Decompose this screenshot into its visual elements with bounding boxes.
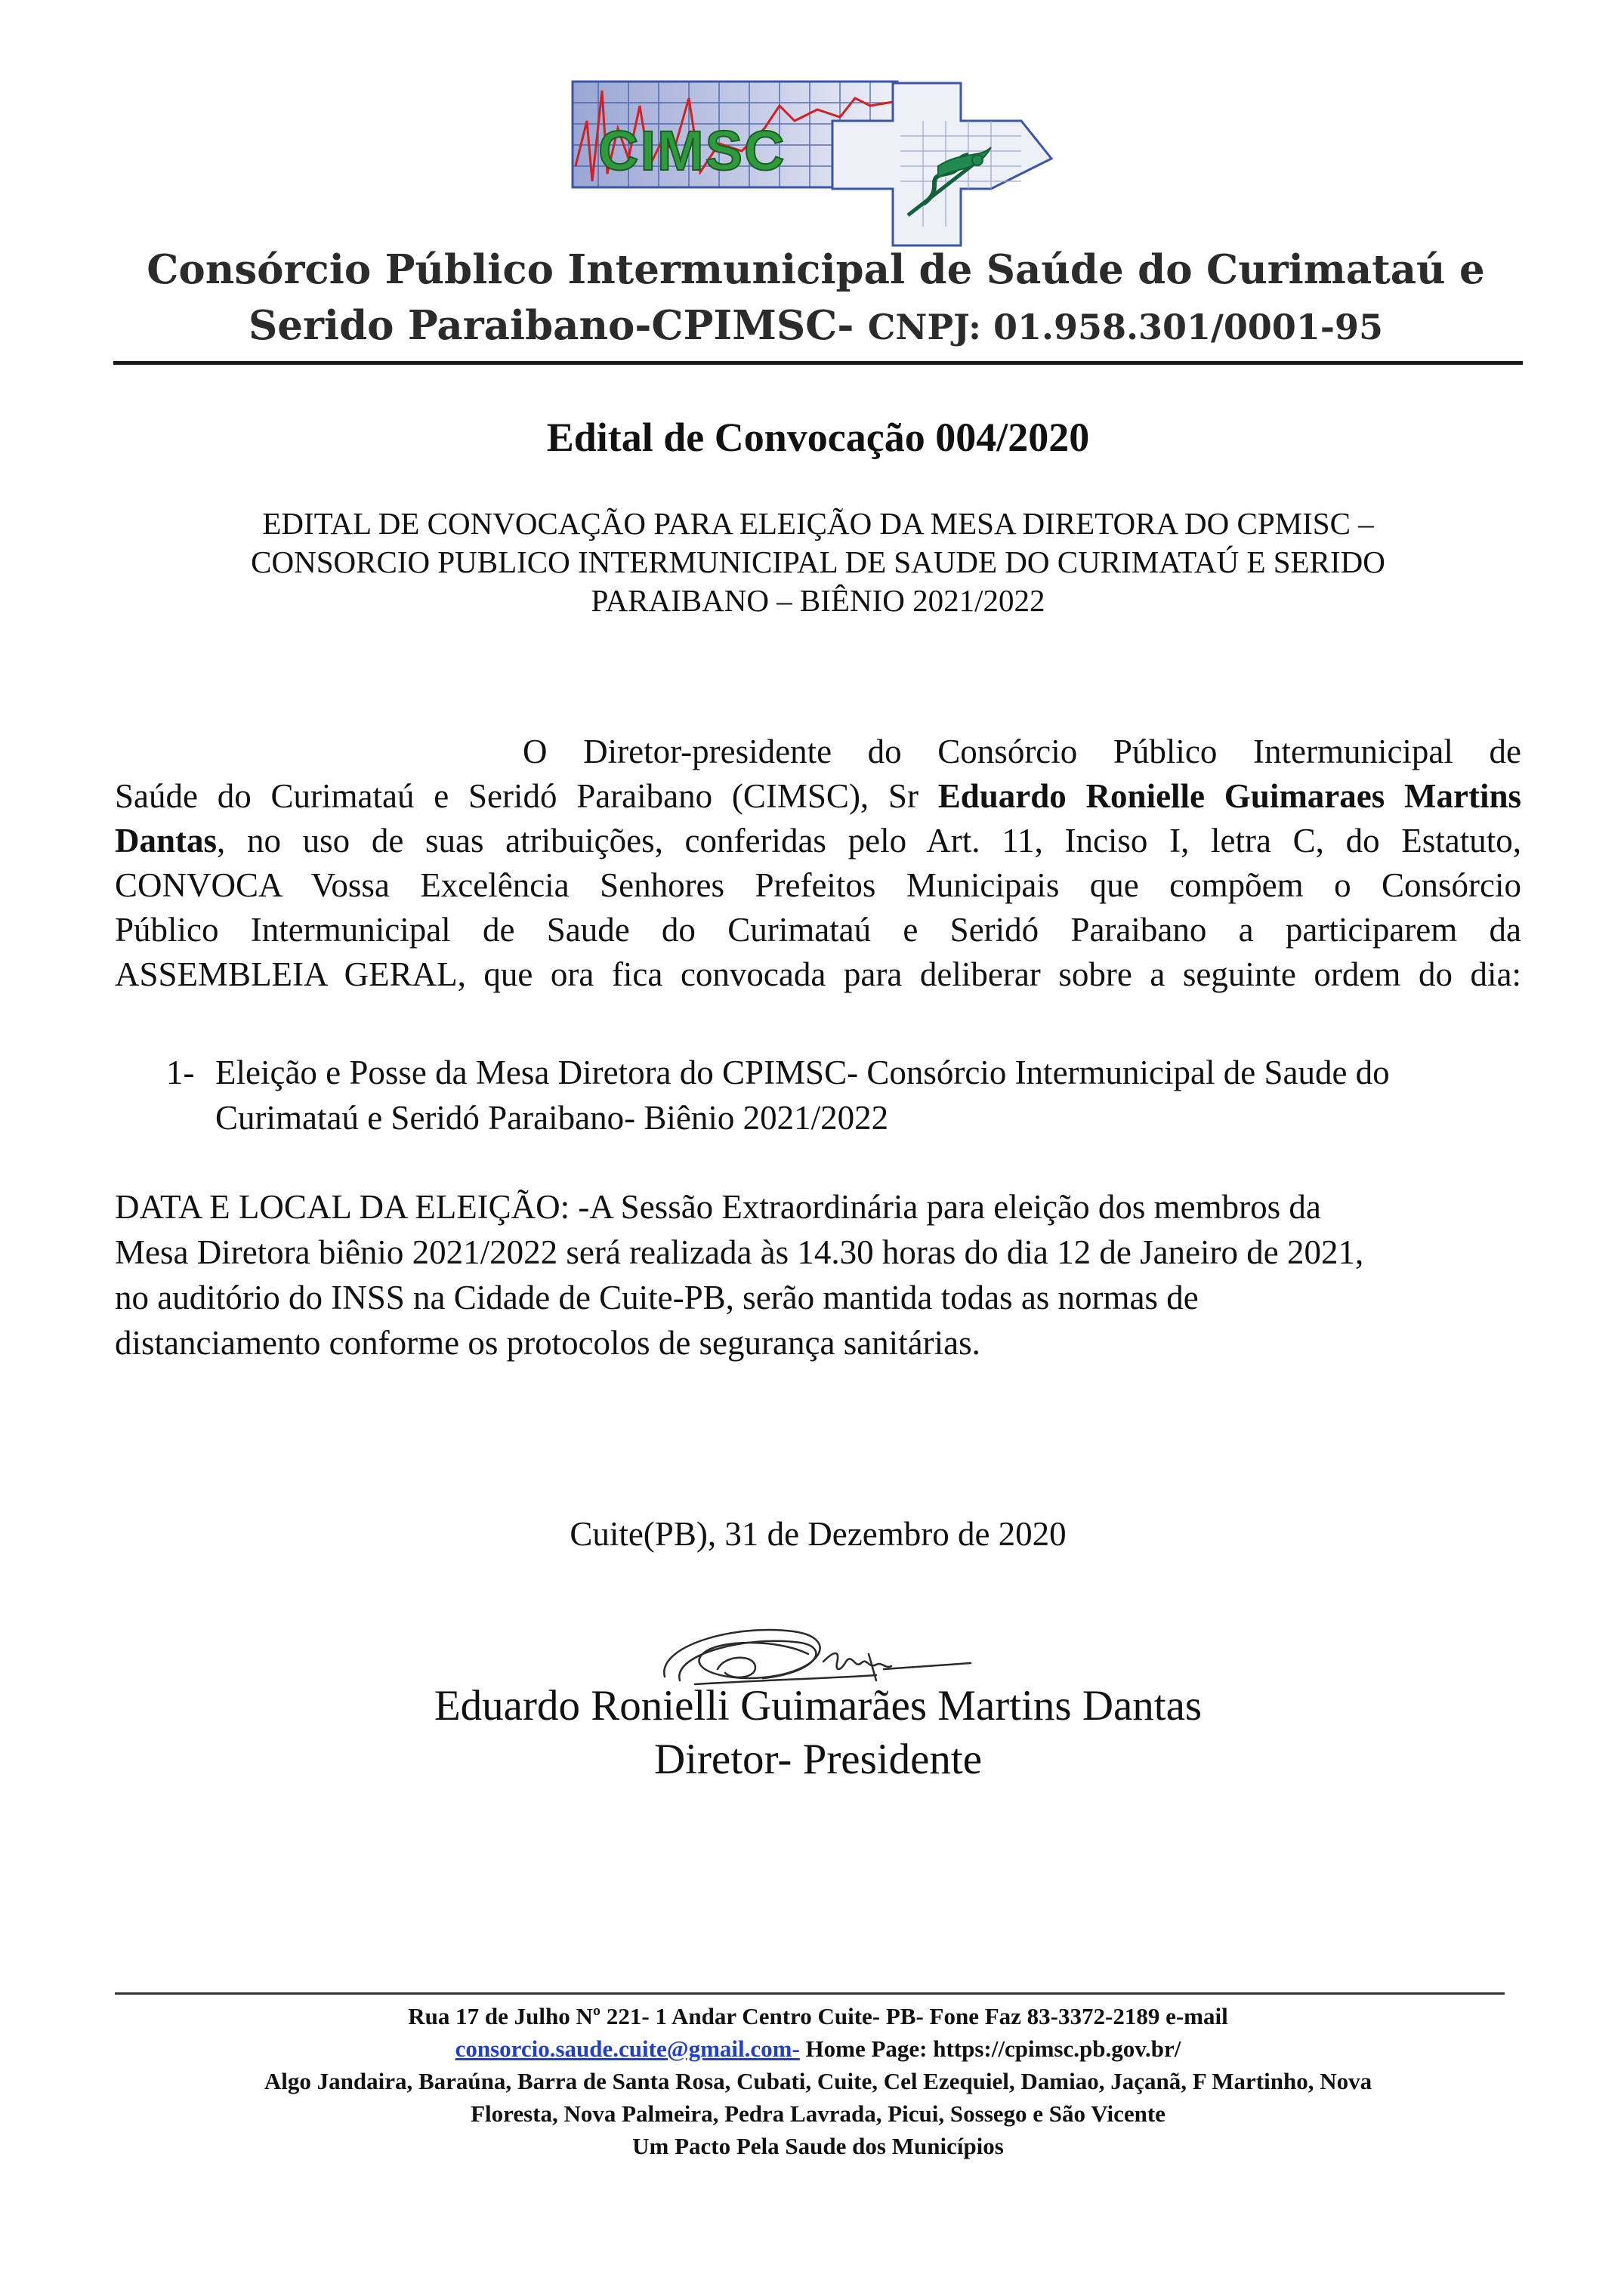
homepage-text: Home Page: https://cpimsc.pb.gov.br/ bbox=[799, 2035, 1181, 2062]
paragraph-line: O Diretor-presidente do Consórcio Público Intermunicipal de bbox=[523, 733, 1521, 770]
election-info-line: no auditório do INSS na Cidade de Cuite-PB, serão mantida todas as normas de bbox=[115, 1279, 1199, 1316]
agenda-item-line: Curimataú e Seridó Paraibano- Biênio 2021/2022 bbox=[215, 1099, 889, 1137]
organization-name-line2 bbox=[113, 302, 1518, 349]
document-title: Edital de Convocação 004/2020 bbox=[546, 415, 1090, 460]
footer-slogan: Um Pacto Pela Saude dos Municípios bbox=[632, 2133, 1004, 2159]
agenda-item-line: Eleição e Posse da Mesa Diretora do CPIMSC- Consórcio Intermunicipal de Saude do bbox=[215, 1054, 1390, 1091]
agenda-item-number: 1- bbox=[166, 1054, 195, 1091]
cimsc-logo bbox=[568, 76, 1097, 249]
director-name: Eduardo Ronielle Guimaraes Martins bbox=[937, 777, 1522, 815]
footer-divider bbox=[115, 1992, 1505, 1995]
signatory-role: Diretor- Presidente bbox=[653, 1736, 983, 1783]
paragraph-line: ASSEMBLEIA GERAL, que ora fica convocada para deliberar sobre a seguinte ordem do dia: bbox=[115, 955, 1521, 993]
paragraph-line: Público Intermunicipal de Saude do Curimataú e Seridó Paraibano a participarem da bbox=[115, 911, 1521, 949]
election-info bbox=[115, 1184, 1535, 1366]
place-and-date: Cuite(PB), 31 de Dezembro de 2020 bbox=[570, 1515, 1067, 1553]
footer-municipalities-line2: Floresta, Nova Palmeira, Pedra Lavrada, Picui, Sossego e São Vicente bbox=[471, 2100, 1166, 2127]
subtitle-line-3: PARAIBANO – BIÊNIO 2021/2022 bbox=[591, 583, 1045, 618]
footer-contacts bbox=[113, 2032, 1523, 2065]
paragraph-line: Saúde do Curimataú e Seridó Paraibano (CIMSC), Sr Eduardo Ronielle Guimaraes Martins bbox=[115, 777, 1522, 815]
subtitle-line-2: CONSORCIO PUBLICO INTERMUNICIPAL DE SAUDE DO CURIMATAÚ E SERIDO bbox=[251, 545, 1385, 579]
footer-municipalities-line1: Algo Jandaira, Baraúna, Barra de Santa Rosa, Cubati, Cuite, Cel Ezequiel, Damiao, Jaçanã, F Martinho, Nova bbox=[264, 2068, 1372, 2094]
footer-address: Rua 17 de Julho Nº 221- 1 Andar Centro Cuite- PB- Fone Faz 83-3372-2189 e-mail bbox=[408, 2003, 1228, 2029]
header-divider bbox=[113, 361, 1523, 365]
paragraph-line: Dantas, no uso de suas atribuições, conferidas pelo Art. 11, Inciso I, letra C, do Estatuto, bbox=[115, 822, 1521, 859]
cnpj: CNPJ: 01.958.301/0001-95 bbox=[867, 307, 1383, 347]
convocation-paragraph bbox=[115, 730, 1521, 997]
election-info-line: DATA E LOCAL DA ELEIÇÃO: -A Sessão Extraordinária para eleição dos membros da bbox=[115, 1188, 1321, 1226]
subtitle-line-1: EDITAL DE CONVOCAÇÃO PARA ELEIÇÃO DA MESA DIRETORA DO CPMISC – bbox=[262, 506, 1374, 541]
signatory-name: Eduardo Ronielli Guimarães Martins Dantas bbox=[434, 1682, 1203, 1730]
organization-acronym: Serido Paraibano-CPIMSC- bbox=[249, 302, 854, 349]
logo-text: CIMSC bbox=[598, 119, 786, 182]
organization-name-line1: Consórcio Público Intermunicipal de Saúde do Curimataú e bbox=[147, 246, 1485, 293]
agenda-item bbox=[215, 1050, 1522, 1140]
election-info-line: distanciamento conforme os protocolos de segurança sanitárias. bbox=[115, 1324, 980, 1362]
election-info-line: Mesa Diretora biênio 2021/2022 será realizada às 14.30 horas do dia 12 de Janeiro de 2021, bbox=[115, 1233, 1364, 1271]
director-surname: Dantas bbox=[115, 822, 218, 859]
paragraph-line: CONVOCA Vossa Excelência Senhores Prefeitos Municipais que compõem o Consórcio bbox=[115, 866, 1521, 904]
email-link[interactable]: consorcio.saude.cuite@gmail.com- bbox=[455, 2035, 800, 2062]
